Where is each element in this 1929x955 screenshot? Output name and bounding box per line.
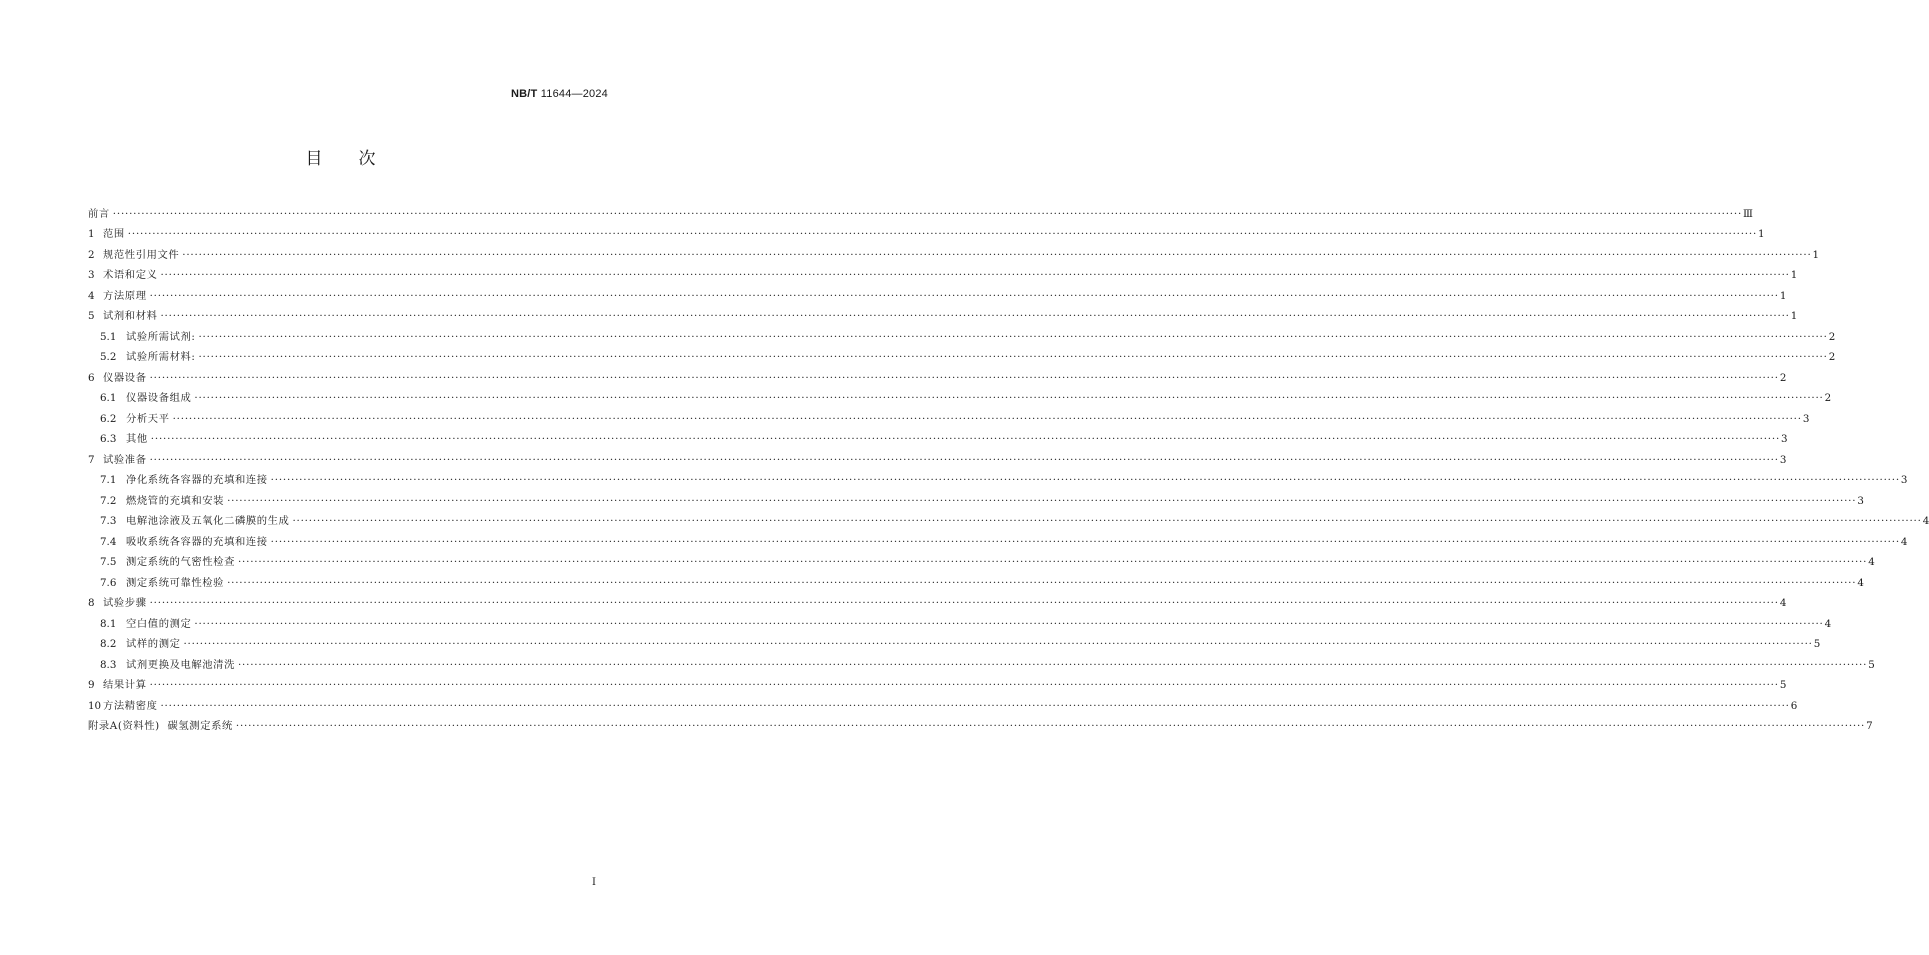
toc-entry-page: 2 <box>1824 392 1832 404</box>
toc-entry-label: 范围 <box>103 228 125 240</box>
toc-entry-page: 3 <box>1779 453 1787 466</box>
toc-entry-number: 6.1 <box>100 392 117 404</box>
toc-entry-label: 试剂和材料 <box>103 310 158 322</box>
toc-entry-page: 7 <box>1866 720 1873 732</box>
toc-entry[interactable] <box>88 610 1832 631</box>
toc-leader-dots: ················································································································································································································································································································································································································ <box>270 535 1900 548</box>
toc-entry-label: 其他 <box>126 433 148 445</box>
toc-entry-number: 6 <box>88 371 95 384</box>
toc-entry-number: 7.4 <box>100 535 117 548</box>
toc-entry[interactable] <box>88 303 1798 324</box>
toc-entry-label: 附录A(资料性) 碳氢测定系统 <box>88 720 233 732</box>
toc-entry-number: 5.1 <box>100 330 117 343</box>
toc-leader-dots: ················································································································································································································································································································································································································ <box>292 515 1922 527</box>
toc-entry-page: 4 <box>1779 597 1787 609</box>
toc-entry[interactable] <box>88 549 1875 570</box>
toc-entry[interactable] <box>88 569 1864 590</box>
toc-entry[interactable] <box>88 364 1787 385</box>
toc-leader-dots: ················································································································································································································································································································································································································ <box>198 330 1828 343</box>
toc-entry-page: 2 <box>1828 351 1836 363</box>
toc-entry-label: 规范性引用文件 <box>103 248 180 261</box>
toc-entry-page: 3 <box>1781 433 1788 445</box>
toc-entry[interactable] <box>88 282 1787 303</box>
toc-leader-dots: ················································································································································································································································································································································································································ <box>227 494 1857 507</box>
toc-entry-page: 3 <box>1802 412 1810 425</box>
toc-entry-number: 7.5 <box>100 556 117 568</box>
toc-entry-label: 吸收系统各容器的充填和连接 <box>126 535 268 548</box>
toc-entry[interactable] <box>88 385 1832 406</box>
toc-entry-label: 结果计算 <box>103 679 147 691</box>
toc-entry-label: 试验所需材料: <box>126 351 196 363</box>
toc-leader-dots: ················································································································································································································································································································································································································ <box>112 207 1743 220</box>
toc-leader-dots: ················································································································································································································································································································································································································ <box>160 269 1790 281</box>
toc-entry[interactable] <box>88 528 1908 549</box>
toc-leader-dots: ················································································································································································································································································································································································································ <box>194 392 1824 404</box>
standard-prefix: NB/T <box>511 88 538 100</box>
toc-entry-number: 7.1 <box>100 474 117 486</box>
toc-entry-number: 8.2 <box>100 638 117 650</box>
toc-entry-label: 测定系统可靠性检验 <box>126 576 225 589</box>
toc-entry-page: 1 <box>1790 310 1798 322</box>
toc-entry[interactable] <box>88 467 1908 488</box>
table-of-contents <box>88 200 1929 733</box>
toc-leader-dots: ················································································································································································································································································································································································································ <box>172 412 1802 425</box>
toc-entry-number: 8.1 <box>100 617 117 630</box>
toc-entry-page: 1 <box>1779 289 1787 302</box>
toc-entry-label: 分析天平 <box>126 412 170 425</box>
toc-entry[interactable] <box>88 323 1836 344</box>
page-number: Ⅰ <box>592 877 596 888</box>
toc-entry-page: 1 <box>1790 269 1798 281</box>
toc-entry-page: 4 <box>1824 617 1832 630</box>
toc-entry-label: 试剂更换及电解池清洗 <box>126 658 235 671</box>
toc-entry-number: 1 <box>88 228 95 240</box>
toc-leader-dots: ················································································································································································································································································································································································································ <box>237 658 1868 671</box>
toc-entry[interactable] <box>88 692 1798 713</box>
toc-entry-number: 6.2 <box>100 412 117 425</box>
toc-entry-page: 6 <box>1790 699 1798 712</box>
toc-leader-dots: ················································································································································································································································································································································································································ <box>160 699 1790 712</box>
toc-entry-number: 5 <box>88 310 95 322</box>
toc-entry-number: 3 <box>88 269 95 281</box>
toc-entry-number: 8 <box>88 597 95 609</box>
toc-entry-label: 试验步骤 <box>103 597 147 609</box>
toc-entry-number: 7 <box>88 453 95 466</box>
toc-entry-number: 7.3 <box>100 515 117 527</box>
toc-entry-page: 4 <box>1900 535 1908 548</box>
toc-entry-label: 方法精密度 <box>103 699 158 712</box>
toc-entry-label: 净化系统各容器的充填和连接 <box>126 474 268 486</box>
toc-leader-dots: ················································································································································································································································································································································································································ <box>149 371 1779 384</box>
toc-entry[interactable] <box>88 221 1765 242</box>
toc-entry-label: 试验准备 <box>103 453 147 466</box>
toc-entry[interactable] <box>88 672 1787 693</box>
toc-leader-dots: ················································································································································································································································································································································································································ <box>149 679 1779 691</box>
toc-entry[interactable] <box>88 651 1875 672</box>
toc-entry[interactable] <box>88 241 1820 262</box>
toc-leader-dots: ················································································································································································································································································································································································································ <box>227 576 1857 589</box>
toc-entry-label: 测定系统的气密性检查 <box>126 556 235 568</box>
toc-entry[interactable] <box>88 426 1788 447</box>
toc-entry[interactable] <box>88 262 1798 283</box>
toc-entry-page: 5 <box>1813 638 1821 650</box>
toc-entry[interactable] <box>88 590 1787 611</box>
toc-entry-label: 试验所需试剂: <box>126 330 196 343</box>
toc-leader-dots: ················································································································································································································································································································································································································ <box>198 351 1828 363</box>
toc-leader-dots: ················································································································································································································································································································································································································ <box>149 597 1779 609</box>
toc-leader-dots: ················································································································································································································································································································································································································ <box>194 617 1824 630</box>
toc-entry[interactable] <box>88 200 1753 221</box>
toc-entry-number: 7.2 <box>100 494 117 507</box>
toc-entry-number: 2 <box>88 248 95 261</box>
toc-entry-label: 试样的测定 <box>126 638 181 650</box>
toc-leader-dots: ················································································································································································································································································································································································································ <box>149 453 1779 466</box>
toc-entry-number: 9 <box>88 679 95 691</box>
toc-entry-label: 电解池涂液及五氧化二磷膜的生成 <box>126 515 290 527</box>
toc-leader-dots: ················································································································································································································································································································································································································ <box>270 474 1900 486</box>
toc-entry-page: 4 <box>1868 556 1875 568</box>
toc-entry-page: 2 <box>1779 371 1787 384</box>
toc-entry-number: 5.2 <box>100 351 117 363</box>
toc-entry-page: 4 <box>1922 515 1929 527</box>
standard-code <box>511 88 608 100</box>
toc-leader-dots: ················································································································································································································································································································································································································ <box>237 556 1868 568</box>
toc-entry[interactable] <box>88 631 1821 652</box>
toc-leader-dots: ················································································································································································································································································································································································································ <box>160 310 1790 322</box>
toc-leader-dots: ················································································································································································································································································································································································································ <box>127 228 1758 240</box>
toc-entry-page: 1 <box>1812 248 1820 261</box>
toc-entry-label: 仪器设备组成 <box>126 392 192 404</box>
toc-entry-number: 6.3 <box>100 433 117 445</box>
toc-entry-number: 8.3 <box>100 658 117 671</box>
toc-entry-label: 燃烧管的充填和安装 <box>126 494 225 507</box>
toc-leader-dots: ················································································································································································································································································································································································································ <box>235 720 1866 732</box>
toc-entry-number: 7.6 <box>100 576 117 589</box>
toc-entry-page: 5 <box>1868 658 1875 671</box>
toc-entry[interactable] <box>88 487 1864 508</box>
toc-entry[interactable] <box>88 508 1929 529</box>
toc-leader-dots: ················································································································································································································································································································································································································ <box>149 289 1779 302</box>
toc-entry-page: 3 <box>1900 474 1908 486</box>
toc-entry[interactable] <box>88 446 1787 467</box>
toc-entry-label: 方法原理 <box>103 289 147 302</box>
toc-entry-page: Ⅲ <box>1743 207 1753 220</box>
toc-entry[interactable] <box>88 713 1873 734</box>
toc-entry-label: 仪器设备 <box>103 371 147 384</box>
toc-leader-dots: ················································································································································································································································································································································································································ <box>150 433 1781 445</box>
toc-leader-dots: ················································································································································································································································································································································································································ <box>183 638 1813 650</box>
toc-entry[interactable] <box>88 344 1836 365</box>
toc-entry-label: 前言 <box>88 207 110 220</box>
toc-entry[interactable] <box>88 405 1810 426</box>
toc-entry-number: 4 <box>88 289 95 302</box>
toc-entry-label: 空白值的测定 <box>126 617 192 630</box>
toc-entry-label: 术语和定义 <box>103 269 158 281</box>
toc-leader-dots: ················································································································································································································································································································································································································ <box>182 248 1812 261</box>
toc-entry-page: 1 <box>1758 228 1765 240</box>
standard-number: 11644—2024 <box>540 88 608 100</box>
toc-entry-page: 4 <box>1857 576 1864 589</box>
toc-entry-page: 3 <box>1857 494 1864 507</box>
toc-entry-page: 5 <box>1779 679 1787 691</box>
toc-entry-page: 2 <box>1828 330 1836 343</box>
toc-entry-number: 10 <box>88 699 102 712</box>
toc-title: 目次 <box>305 149 412 169</box>
